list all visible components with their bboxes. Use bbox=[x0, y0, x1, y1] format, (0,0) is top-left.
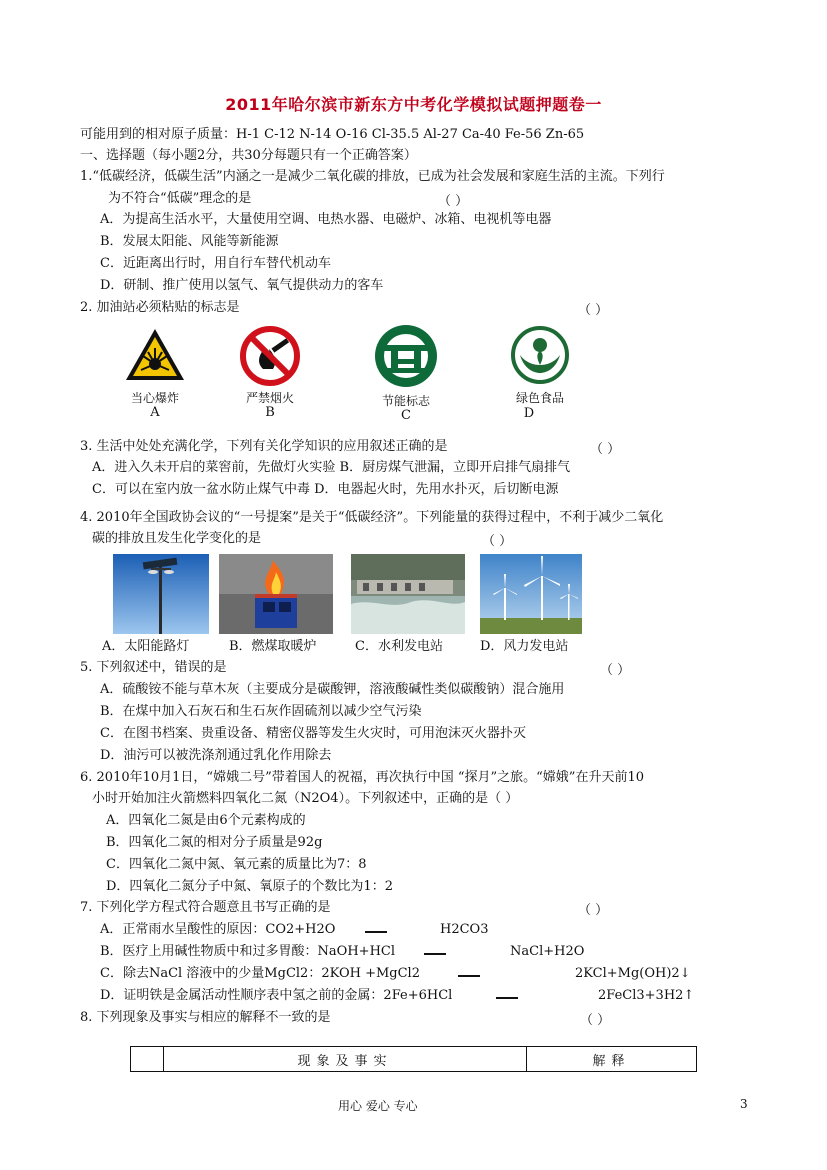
coal-heater-photo bbox=[219, 554, 333, 634]
sign-d-letter: D bbox=[523, 406, 535, 421]
q4-answer-paren: （ ） bbox=[482, 534, 513, 549]
q4-option-a: A．太阳能路灯 bbox=[102, 639, 190, 654]
sign-d-caption: 绿色食品 bbox=[515, 391, 564, 405]
q2-answer-paren: （ ） bbox=[578, 303, 609, 318]
q8-table bbox=[130, 1046, 697, 1072]
table-header-row bbox=[131, 1047, 697, 1072]
q1-option-c: C．近距离出行时，用自行车替代机动车 bbox=[100, 256, 331, 271]
table-header-blank bbox=[131, 1047, 164, 1072]
section-heading: 一、选择题（每小题2分，共30分每题只有一个正确答案） bbox=[80, 148, 417, 163]
q6-option-a: A．四氧化二氮是由6个元素构成的 bbox=[106, 813, 306, 828]
q1-stem-line2: 为不符合“低碳”理念的是 bbox=[108, 191, 252, 206]
q5-option-c: C．在图书档案、贵重设备、精密仪器等发生火灾时，可用泡沫灭火器扑灭 bbox=[100, 726, 526, 741]
sign-b-letter: B bbox=[265, 405, 275, 420]
q5-stem: 5. 下列叙述中，错误的是 bbox=[80, 660, 227, 675]
q5-option-b: B．在煤中加入石灰石和生石灰作固硫剂以减少空气污染 bbox=[100, 704, 422, 719]
atomic-masses: 可能用到的相对原子质量：H-1 C-12 N-14 O-16 Cl-35.5 Al-27 Ca-40 Fe-56 Zn-65 bbox=[80, 127, 585, 142]
table-header-phenomenon: 现象及事实 bbox=[164, 1047, 527, 1072]
q6-option-b: B．四氧化二氮的相对分子质量是92g bbox=[106, 835, 323, 850]
sign-b-caption: 严禁烟火 bbox=[245, 391, 294, 405]
q7-option-a-equals bbox=[365, 931, 387, 933]
q5-option-d: D．油污可以被洗涤剂通过乳化作用除去 bbox=[100, 748, 332, 763]
wind-farm-photo bbox=[480, 554, 582, 634]
q7-stem: 7. 下列化学方程式符合题意且书写正确的是 bbox=[80, 900, 331, 915]
q1-answer-paren: （ ） bbox=[438, 194, 469, 209]
hydropower-station-photo bbox=[351, 554, 465, 634]
solar-street-lamp-photo bbox=[113, 554, 209, 634]
q7-answer-paren: （ ） bbox=[578, 903, 609, 918]
q3-options-cd: C．可以在室内放一盆水防止煤气中毒 D．电器起火时，先用水扑灭，后切断电源 bbox=[92, 482, 559, 497]
table-header-explanation: 解释 bbox=[527, 1047, 697, 1072]
q6-option-c: C．四氧化二氮中氮、氧元素的质量比为7：8 bbox=[106, 857, 367, 872]
q8-answer-paren: （ ） bbox=[580, 1013, 611, 1028]
q3-stem: 3. 生活中处处充满化学，下列有关化学知识的应用叙述正确的是 bbox=[80, 439, 448, 454]
q6-option-d: D．四氧化二氮分子中氮、氧原子的个数比为1：2 bbox=[106, 879, 393, 894]
energy-saving-sign bbox=[373, 323, 439, 389]
q7-option-c-equals bbox=[458, 975, 480, 977]
sign-c-letter: C bbox=[401, 408, 411, 423]
q7-option-b-equals bbox=[424, 953, 446, 955]
q4-stem-line2: 碳的排放且发生化学变化的是 bbox=[92, 531, 262, 546]
q8-stem: 8. 下列现象及事实与相应的解释不一致的是 bbox=[80, 1010, 331, 1025]
q1-stem-line1: 1.“低碳经济，低碳生活”内涵之一是减少二氧化碳的排放，已成为社会发展和家庭生活的主流。下列行 bbox=[80, 169, 665, 184]
q7-option-c-right: 2KCl+Mg(OH)2↓ bbox=[575, 966, 691, 981]
q4-option-b: B．燃煤取暖炉 bbox=[229, 639, 317, 654]
q1-option-b: B．发展太阳能、风能等新能源 bbox=[100, 234, 279, 249]
sign-a-caption: 当心爆炸 bbox=[130, 391, 179, 405]
q7-option-d-equals bbox=[496, 997, 518, 999]
q7-option-b-left: B．医疗上用碱性物质中和过多胃酸：NaOH+HCl bbox=[100, 944, 396, 959]
sign-a-letter: A bbox=[150, 405, 160, 420]
q3-answer-paren: （ ） bbox=[590, 442, 621, 457]
q7-option-a-left: A．正常雨水呈酸性的原因：CO2+H2O bbox=[100, 922, 336, 937]
no-fire-sign bbox=[239, 325, 301, 387]
q2-stem: 2. 加油站必须粘贴的标志是 bbox=[80, 300, 240, 315]
page-title: 2011年哈尔滨市新东方中考化学模拟试题押题卷一 bbox=[225, 95, 602, 114]
q4-stem-line1: 4. 2010年全国政协会议的“一号提案”是关于“低碳经济”。下列能量的获得过程中，不利于减少二氧化 bbox=[80, 510, 664, 525]
q7-option-d-right: 2FeCl3+3H2↑ bbox=[598, 988, 695, 1003]
explosion-warning-sign bbox=[123, 326, 187, 384]
q7-option-a-right: H2CO3 bbox=[440, 922, 489, 937]
footer-slogan: 用心 爱心 专心 bbox=[338, 1099, 418, 1113]
q5-option-a: A．硫酸铵不能与草木灰（主要成分是碳酸钾，溶液酸碱性类似碳酸钠）混合施用 bbox=[100, 682, 565, 697]
q1-option-d: D．研制、推广使用以氢气、氧气提供动力的客车 bbox=[100, 278, 384, 293]
q4-option-c: C．水利发电站 bbox=[355, 639, 443, 654]
q4-option-d: D．风力发电站 bbox=[480, 639, 569, 654]
q7-option-b-right: NaCl+H2O bbox=[510, 944, 585, 959]
q6-stem-line2: 小时开始加注火箭燃料四氧化二氮（N2O4）。下列叙述中，正确的是（ ） bbox=[92, 791, 519, 806]
green-food-sign bbox=[510, 325, 570, 385]
q7-option-c-left: C．除去NaCl 溶液中的少量MgCl2：2KOH +MgCl2 bbox=[100, 966, 420, 981]
q3-options-ab: A．进入久未开启的菜窖前，先做灯火实验 B．厨房煤气泄漏，立即开启排气扇排气 bbox=[92, 460, 571, 475]
q1-option-a: A．为提高生活水平，大量使用空调、电热水器、电磁炉、冰箱、电视机等电器 bbox=[100, 212, 552, 227]
q7-option-d-left: D．证明铁是金属活动性顺序表中氢之前的金属：2Fe+6HCl bbox=[100, 988, 453, 1003]
q5-answer-paren: （ ） bbox=[600, 663, 631, 678]
q6-stem-line1: 6. 2010年10月1日，“嫦娥二号”带着国人的祝福，再次执行中国 “探月”之旅。“嫦娥”在升天前10 bbox=[80, 770, 644, 785]
page-number: 3 bbox=[740, 1097, 748, 1111]
sign-c-caption: 节能标志 bbox=[381, 394, 430, 408]
